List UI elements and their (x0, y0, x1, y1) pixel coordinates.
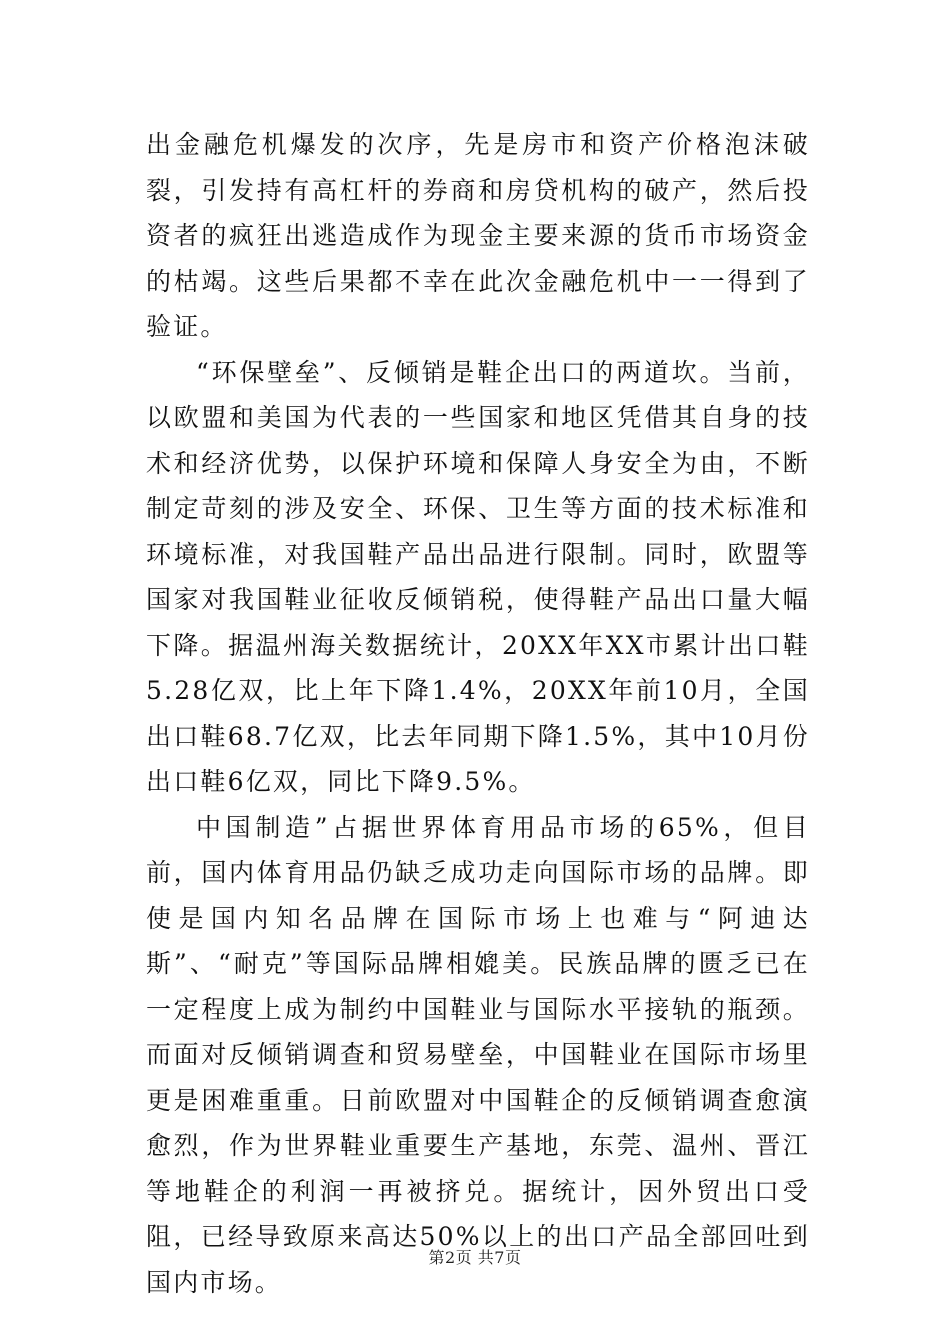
page-number-footer: 第2页 共7页 (428, 1248, 522, 1267)
paragraph-3: 中国制造”占据世界体育用品市场的65%，但目前，国内体育用品仍缺乏成功走向国际市场的品牌。即使是国内知名品牌在国际市场上也难与“阿迪达斯”、“耐克”等国际品牌相媲美。民族品牌的匮乏已在一定程度上成为制约中国鞋业与国际水平接轨的瓶颈。而面对反倾销调查和贸易壁垒，中国鞋业在国际市场里更是困难重重。日前欧盟对中国鞋企的反倾销调查愈演愈烈，作为世界鞋业重要生产基地，东莞、温州、晋江等地鞋企的利润一再被挤兑。据统计，因外贸出口受阻，已经导致原来高达50%以上的出口产品全部回吐到国内市场。 (146, 812, 810, 1297)
paragraph-2: “环保壁垒”、反倾销是鞋企出口的两道坎。当前，以欧盟和美国为代表的一些国家和地区凭借其自身的技术和经济优势，以保护环境和保障人身安全为由，不断制定苛刻的涉及安全、环保、卫生等方面的技术标准和环境标准，对我国鞋产品出品进行限制。同时，欧盟等国家对我国鞋业征收反倾销税，使得鞋产品出口量大幅下降。据温州海关数据统计，20XX年XX市累计出口鞋5.28亿双，比上年下降1.4%，20XX年前10月，全国出口鞋68.7亿双，比去年同期下降1.5%，其中10月份出口鞋6亿双，同比下降9.5%。 (146, 357, 810, 796)
paragraph-1: 出金融危机爆发的次序，先是房市和资产价格泡沫破裂，引发持有高杠杆的券商和房贷机构的破产，然后投资者的疯狂出逃造成作为现金主要来源的货币市场资金的枯竭。这些后果都不幸在此次金融危机中一一得到了验证。 (146, 130, 810, 341)
document-body (146, 122, 810, 1305)
